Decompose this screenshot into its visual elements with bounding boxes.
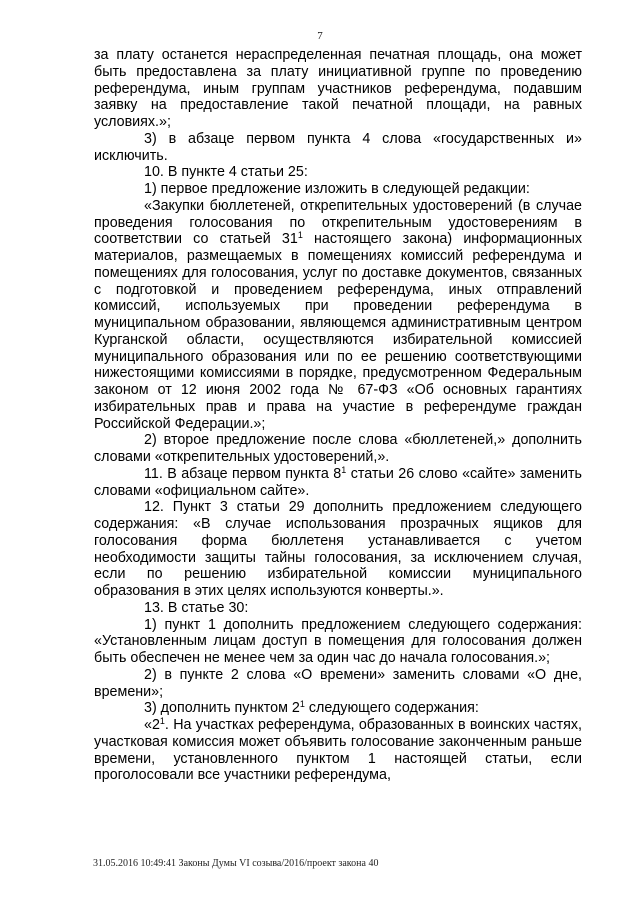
paragraph <box>94 700 582 717</box>
paragraph-text: 1) пункт 1 дополнить предложением следующего содержания: «Установленным лицам доступ в помещения для голосования должен быть обеспечен не менее чем за один час до начала голосования.»; <box>94 616 582 666</box>
paragraph-text: за плату останется нераспределенная печатная площадь, она может быть предоставлена за плату инициативной группе по проведению референдума, иным группам участников референдума, подавшим заявку на предоставление такой печатной площади, на равных условиях.»; <box>94 47 582 130</box>
paragraph <box>94 432 582 466</box>
paragraph-text: . На участках референдума, образованных в воинских частях, участковая комиссия может объявить голосование законченным раньше времени, установленного пунктом 1 настоящей статьи, если проголосовали все участники референдума, <box>94 717 582 784</box>
document-body <box>94 47 582 784</box>
paragraph <box>94 717 582 784</box>
paragraph-text: «Закупки бюллетеней, открепительных удостоверений (в случае проведения голосования по открепительным удостоверениям в соответствии со статьей 31 <box>94 197 582 248</box>
paragraph-text: статьи 26 слово «сайте» заменить словами «официальном сайте». <box>94 465 583 499</box>
paragraph <box>94 131 582 165</box>
paragraph <box>94 181 582 198</box>
superscript: 1 <box>341 464 347 475</box>
paragraph <box>94 600 582 617</box>
paragraph-text: 2) в пункте 2 слова «О времени» заменить словами «О дне, времени»; <box>94 666 582 700</box>
superscript: 1 <box>297 230 303 241</box>
paragraph-text: следующего содержания: <box>304 700 479 717</box>
paragraph <box>94 499 582 600</box>
paragraph <box>94 198 582 433</box>
paragraph <box>94 617 582 667</box>
paragraph-text: 3) дополнить пунктом 2 <box>144 700 300 717</box>
footer: 31.05.2016 10:49:41 Законы Думы VI созыва/2016/проект закона 40 <box>93 858 379 869</box>
paragraph <box>94 466 582 500</box>
paragraph-text: «2 <box>144 717 160 733</box>
paragraph-text: 10. В пункте 4 статьи 25: <box>144 164 308 181</box>
paragraph <box>94 47 582 131</box>
paragraph-text: 11. В абзаце первом пункта 8 <box>144 465 342 482</box>
page-number: 7 <box>317 30 323 42</box>
paragraph <box>94 667 582 701</box>
paragraph-text: 13. В статье 30: <box>144 599 249 616</box>
superscript: 1 <box>299 699 305 710</box>
paragraph <box>94 164 582 181</box>
paragraph-text: 3) в абзаце первом пункта 4 слова «государственных и» исключить. <box>94 130 582 164</box>
paragraph-text: 2) второе предложение после слова «бюллетеней,» дополнить словами «открепительных удостоверений,». <box>94 432 582 465</box>
paragraph-text: настоящего закона) информационных материалов, размещаемых в помещениях комиссий референдума и помещениях для голосования, услуг по доставке документов, связанных с подготовкой и проведением референдума, иных отправлений комиссий, используемых при проведении референдума в муниципальном образовании, являющемся административным центром Курганской области, осуществляются избирательной комиссией муниципального образования или по ее решению соответствующими нижестоящими комиссиями в порядке, предусмотренном Федеральным законом от 12 июня 2002 года № 67-ФЗ «Об основных гарантиях избирательных прав и права на участие в референдуме граждан Российской Федерации.»; <box>94 231 582 432</box>
superscript: 1 <box>159 716 165 726</box>
paragraph-text: 1) первое предложение изложить в следующей редакции: <box>144 181 530 197</box>
paragraph-text: 12. Пункт 3 статьи 29 дополнить предложением следующего содержания: «В случае использования прозрачных ящиков для голосования форма бюллетеня устанавливается с учетом необходимости защиты тайны голосования, за исключением случая, если по решению избирательной комиссии муниципального образования в этих целях используются конверты.». <box>94 499 582 599</box>
